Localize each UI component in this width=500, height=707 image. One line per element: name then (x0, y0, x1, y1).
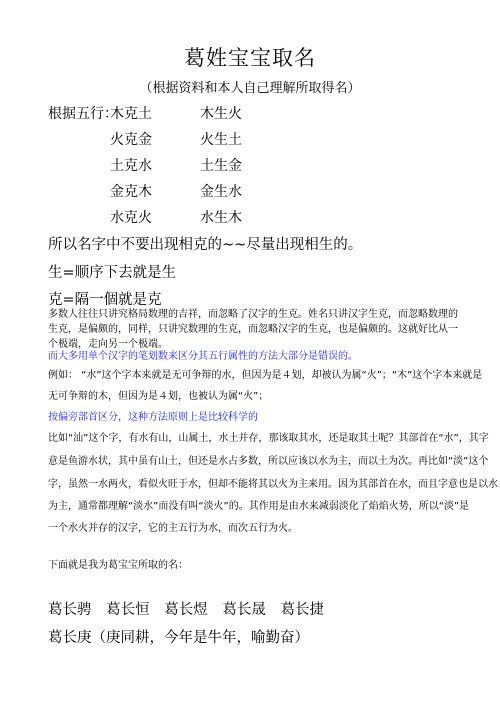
wuxing-ke-5: 水克火 (110, 210, 152, 226)
names-row (48, 598, 334, 619)
blue-heading: 按偏旁部首区分，这种方法原则上是比较科学的 (48, 412, 258, 423)
sheng-definition: 生=顺序下去就是生 (48, 265, 177, 281)
example-line-1: 例如： “水”这个字本来就是无可争辩的水，但因为是４划，却被认为属“火”；“木”这个字本来就是 (48, 370, 483, 381)
example-line-2: 无可争辩的木，但因为是４划，也被认为属“火”； (48, 391, 269, 402)
paragraph-line-1: 比如“汕”这个字，有水有山，山属土，水土并存，那该取其水，还是取其土呢？其部首在“水”，其字 (48, 433, 489, 444)
page-subtitle: （根据资料和本人自己理解所取得名） (139, 81, 361, 96)
paragraph-line-4: 为主，通常都理解“淡水”而没有叫“淡火”的。其作用是由水来减弱淡化了焰焰火势，所以“淡”是 (48, 501, 470, 512)
paragraph-line-5: 一个水火并存的汉字，它的主五行为水，而次五行为火。 (48, 523, 298, 534)
wuxing-ke-4: 金克木 (110, 184, 152, 200)
name-3: 葛长煜 (164, 602, 208, 618)
summary-line: 所以名字中不要出现相克的~~尽量出现相生的。 (48, 237, 363, 253)
name-2: 葛长恒 (106, 602, 150, 618)
paragraph-intro: 多数人往往只讲究格局数理的吉祥，而忽略了汉字的生克。姓名只讲汉字生克，而忽略数理的生克，是偏颇的，同样，只讲究数理的生克，而忽略汉字的生克，也是偏颇的。这就好比从一个极端，走向另一个极端。 (48, 309, 458, 350)
wuxing-sheng-4: 金生水 (200, 184, 242, 200)
name-5: 葛长捷 (280, 602, 324, 618)
last-name-line: 葛长庚（庚同耕，今年是牛年，喻勤奋） (48, 630, 309, 646)
wuxing-sheng-2: 火生土 (200, 132, 242, 148)
wuxing-ke-2: 火克金 (110, 132, 152, 148)
wuxing-ke-1: 木克土 (110, 106, 152, 122)
paragraph-line-3: 字，虽然一水两火，看似火旺于水，但却不能将其以火为主来用。因为其部首在水，而且字意也是以水 (48, 479, 498, 490)
ke-definition: 克=隔一個就是克 (48, 292, 162, 308)
name-4: 葛长晟 (222, 602, 266, 618)
names-intro: 下面就是我为葛宝宝所取的名： (48, 560, 188, 571)
wuxing-ke-3: 土克水 (110, 158, 152, 174)
wuxing-sheng-5: 水生木 (200, 210, 242, 226)
name-1: 葛长骋 (48, 602, 92, 618)
wuxing-label: 根据五行： (48, 106, 118, 122)
wuxing-sheng-3: 土生金 (200, 158, 242, 174)
page-title: 葛姓宝宝取名 (184, 46, 316, 70)
paragraph-line-2: 意是鱼游水状，其中虽有山土，但还是水占多数，所以应该以水为主，而以土为次。再比如“淡”这个 (48, 456, 489, 467)
paragraph-blue-note: 而大多用单个汉字的笔划数来区分其五行属性的方法大部分是错误的。 (48, 351, 358, 362)
wuxing-sheng-1: 木生火 (200, 106, 242, 122)
